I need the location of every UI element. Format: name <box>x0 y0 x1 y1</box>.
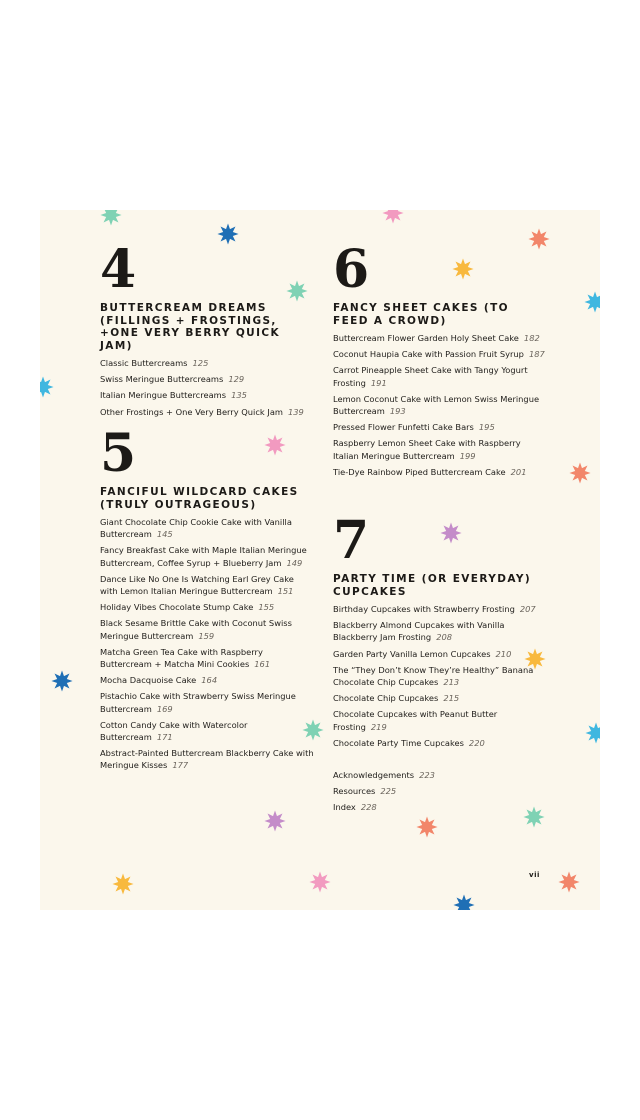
toc-entry[interactable] <box>333 364 547 388</box>
toc-entry[interactable] <box>333 393 547 417</box>
toc-page-number: 213 <box>443 677 460 688</box>
toc-entry[interactable] <box>100 674 314 686</box>
toc-entry[interactable] <box>333 801 547 813</box>
star-icon <box>217 223 239 245</box>
toc-page-number: 207 <box>519 604 536 614</box>
toc-page-number: 177 <box>172 760 189 771</box>
toc-page-number: 169 <box>156 703 173 714</box>
toc-entry[interactable] <box>100 747 314 771</box>
back-matter-list <box>333 769 547 814</box>
chapter-title: FANCY SHEET CAKES (TO FEED A CROWD) <box>333 302 510 327</box>
toc-entry[interactable] <box>333 421 547 433</box>
toc-page-number: 182 <box>523 333 540 343</box>
toc-entry[interactable] <box>333 708 547 732</box>
toc-entry[interactable] <box>333 437 547 461</box>
toc-entry[interactable] <box>100 389 314 401</box>
toc-entry-title: Garden Party Vanilla Lemon Cupcakes <box>333 648 491 659</box>
toc-entry[interactable] <box>333 332 547 344</box>
toc-page-number: 149 <box>286 557 303 568</box>
toc-entry[interactable] <box>100 406 314 418</box>
toc-entry[interactable] <box>333 619 547 643</box>
toc-entry-title: Coconut Haupia Cake with Passion Fruit Syrup <box>333 349 524 360</box>
chapter-6 <box>333 239 547 482</box>
toc-entry[interactable] <box>333 692 547 704</box>
page-folio: vii <box>529 871 540 879</box>
toc-entry-title: Italian Meringue Buttercreams <box>100 390 227 401</box>
toc-list <box>100 357 314 418</box>
toc-entry[interactable] <box>333 648 547 660</box>
toc-entry-title: Mocha Dacquoise Cake <box>100 675 197 686</box>
toc-page-number: 164 <box>201 675 218 686</box>
toc-page-number: 155 <box>258 602 275 613</box>
toc-entry[interactable] <box>333 737 547 749</box>
toc-entry-title: Chocolate Chip Cupcakes <box>333 693 439 704</box>
chapter-title: BUTTERCREAM DREAMS (FILLINGS + FROSTINGS, +ONE VERY BERRY QUICK JAM) <box>100 302 281 352</box>
toc-entry[interactable] <box>100 690 314 714</box>
star-icon <box>100 210 122 226</box>
toc-entry-title: Dance Like No One Is Watching Earl Grey Cake with Lemon Italian Meringue Buttercream <box>100 573 294 597</box>
toc-entry-title: Abstract-Painted Buttercream Blackberry Cake with Meringue Kisses <box>100 748 314 771</box>
chapter-number: 6 <box>333 239 368 300</box>
toc-entry[interactable] <box>100 544 314 568</box>
toc-entry-title: Cotton Candy Cake with Watercolor Buttercream <box>100 719 248 743</box>
toc-page-number: 125 <box>192 358 209 368</box>
toc-page-number: 171 <box>156 732 173 743</box>
toc-entry-title: Black Sesame Brittle Cake with Coconut Swiss Meringue Buttercream <box>100 618 292 641</box>
toc-entry-title: The “They Don’t Know They’re Healthy” Banana Chocolate Chip Cupcakes <box>333 664 534 688</box>
toc-entry[interactable] <box>333 603 547 615</box>
toc-entry-title: Raspberry Lemon Sheet Cake with Raspberry Italian Meringue Buttercream <box>333 438 521 461</box>
toc-entry[interactable] <box>333 769 547 781</box>
toc-entry-title: Index <box>333 802 356 813</box>
star-icon <box>584 291 600 313</box>
chapter-5 <box>100 423 314 776</box>
toc-page-number: 228 <box>360 802 377 813</box>
toc-page-number: 129 <box>228 374 245 385</box>
toc-page-number: 201 <box>510 466 527 477</box>
toc-entry[interactable] <box>100 373 314 385</box>
toc-entry-title: Chocolate Cupcakes with Peanut Butter Frosting <box>333 709 498 732</box>
star-icon <box>309 871 331 893</box>
toc-entry[interactable] <box>100 617 314 641</box>
star-icon <box>569 462 591 484</box>
toc-list <box>333 603 547 749</box>
star-icon <box>112 873 134 895</box>
toc-entry[interactable] <box>100 646 314 670</box>
star-icon <box>264 810 286 832</box>
toc-entry[interactable] <box>100 719 314 743</box>
toc-list <box>100 516 314 772</box>
toc-entry[interactable] <box>333 664 547 688</box>
toc-page-number: 219 <box>370 721 387 732</box>
star-icon <box>453 894 475 910</box>
star-icon <box>585 722 600 744</box>
toc-page-number: 210 <box>495 648 512 659</box>
chapter-7 <box>333 510 547 818</box>
toc-entry-title: Blackberry Almond Cupcakes with Vanilla Blackberry Jam Frosting <box>333 620 505 643</box>
toc-entry-title: Tie-Dye Rainbow Piped Buttercream Cake <box>333 466 506 477</box>
toc-entry-title: Birthday Cupcakes with Strawberry Frosting <box>333 604 515 614</box>
toc-page-number: 139 <box>287 406 304 417</box>
toc-page-number: 199 <box>459 450 476 461</box>
toc-entry-title: Pistachio Cake with Strawberry Swiss Meringue Buttercream <box>100 691 296 714</box>
toc-entry-title: Chocolate Party Time Cupcakes <box>333 737 464 748</box>
toc-entry-title: Acknowledgements <box>333 770 415 781</box>
toc-page-number: 195 <box>478 422 495 433</box>
toc-entry-title: Fancy Breakfast Cake with Maple Italian Meringue Buttercream, Coffee Syrup + Blueberry Jam <box>100 545 307 568</box>
toc-page-number: 145 <box>156 529 173 540</box>
star-icon <box>558 871 580 893</box>
chapter-title: FANCIFUL WILDCARD CAKES (TRULY OUTRAGEOUS) <box>100 486 299 511</box>
toc-entry[interactable] <box>100 601 314 613</box>
toc-entry-title: Buttercream Flower Garden Holy Sheet Cake <box>333 333 519 343</box>
star-icon <box>51 670 73 692</box>
toc-entry-title: Holiday Vibes Chocolate Stump Cake <box>100 602 254 613</box>
toc-page-number: 159 <box>198 630 215 641</box>
chapter-number: 4 <box>100 239 135 300</box>
toc-entry-title: Matcha Green Tea Cake with Raspberry Buttercream + Matcha Mini Cookies <box>100 646 263 670</box>
toc-entry-title: Lemon Coconut Cake with Lemon Swiss Meringue Buttercream <box>333 393 540 417</box>
toc-page-number: 220 <box>468 737 485 748</box>
toc-entry-title: Resources <box>333 786 376 797</box>
chapter-title: PARTY TIME (OR EVERYDAY) CUPCAKES <box>333 573 532 598</box>
star-icon <box>382 210 404 224</box>
toc-entry-title: Other Frostings + One Very Berry Quick Jam <box>100 406 283 417</box>
toc-entry-title: Swiss Meringue Buttercreams <box>100 374 224 385</box>
toc-entry[interactable] <box>333 348 547 360</box>
toc-entry[interactable] <box>100 357 314 369</box>
star-icon <box>416 816 438 838</box>
toc-entry-title: Pressed Flower Funfetti Cake Bars <box>333 422 474 433</box>
chapter-number: 7 <box>333 510 368 571</box>
toc-page-number: 208 <box>436 632 453 643</box>
toc-page-number: 191 <box>370 377 387 388</box>
toc-entry-title: Giant Chocolate Chip Cookie Cake with Vanilla Buttercream <box>100 517 292 540</box>
toc-entry[interactable] <box>100 573 314 597</box>
toc-entry-title: Carrot Pineapple Sheet Cake with Tangy Yogurt Frosting <box>333 365 528 388</box>
toc-list <box>333 332 547 478</box>
chapter-4 <box>100 239 314 422</box>
toc-page-number: 225 <box>380 786 397 797</box>
toc-page-number: 135 <box>231 390 247 401</box>
toc-entry[interactable] <box>333 785 547 797</box>
chapter-number: 5 <box>100 423 135 484</box>
toc-page-number: 187 <box>528 349 545 360</box>
toc-page-number: 161 <box>254 659 271 670</box>
toc-entry[interactable] <box>333 466 547 478</box>
star-icon <box>40 376 54 398</box>
toc-page-number: 223 <box>419 770 435 781</box>
toc-entry[interactable] <box>100 516 314 540</box>
toc-page-number: 151 <box>277 586 294 597</box>
book-page <box>40 210 600 910</box>
toc-entry-title: Classic Buttercreams <box>100 358 188 368</box>
toc-page-number: 215 <box>443 693 460 704</box>
toc-page-number: 193 <box>389 406 406 417</box>
